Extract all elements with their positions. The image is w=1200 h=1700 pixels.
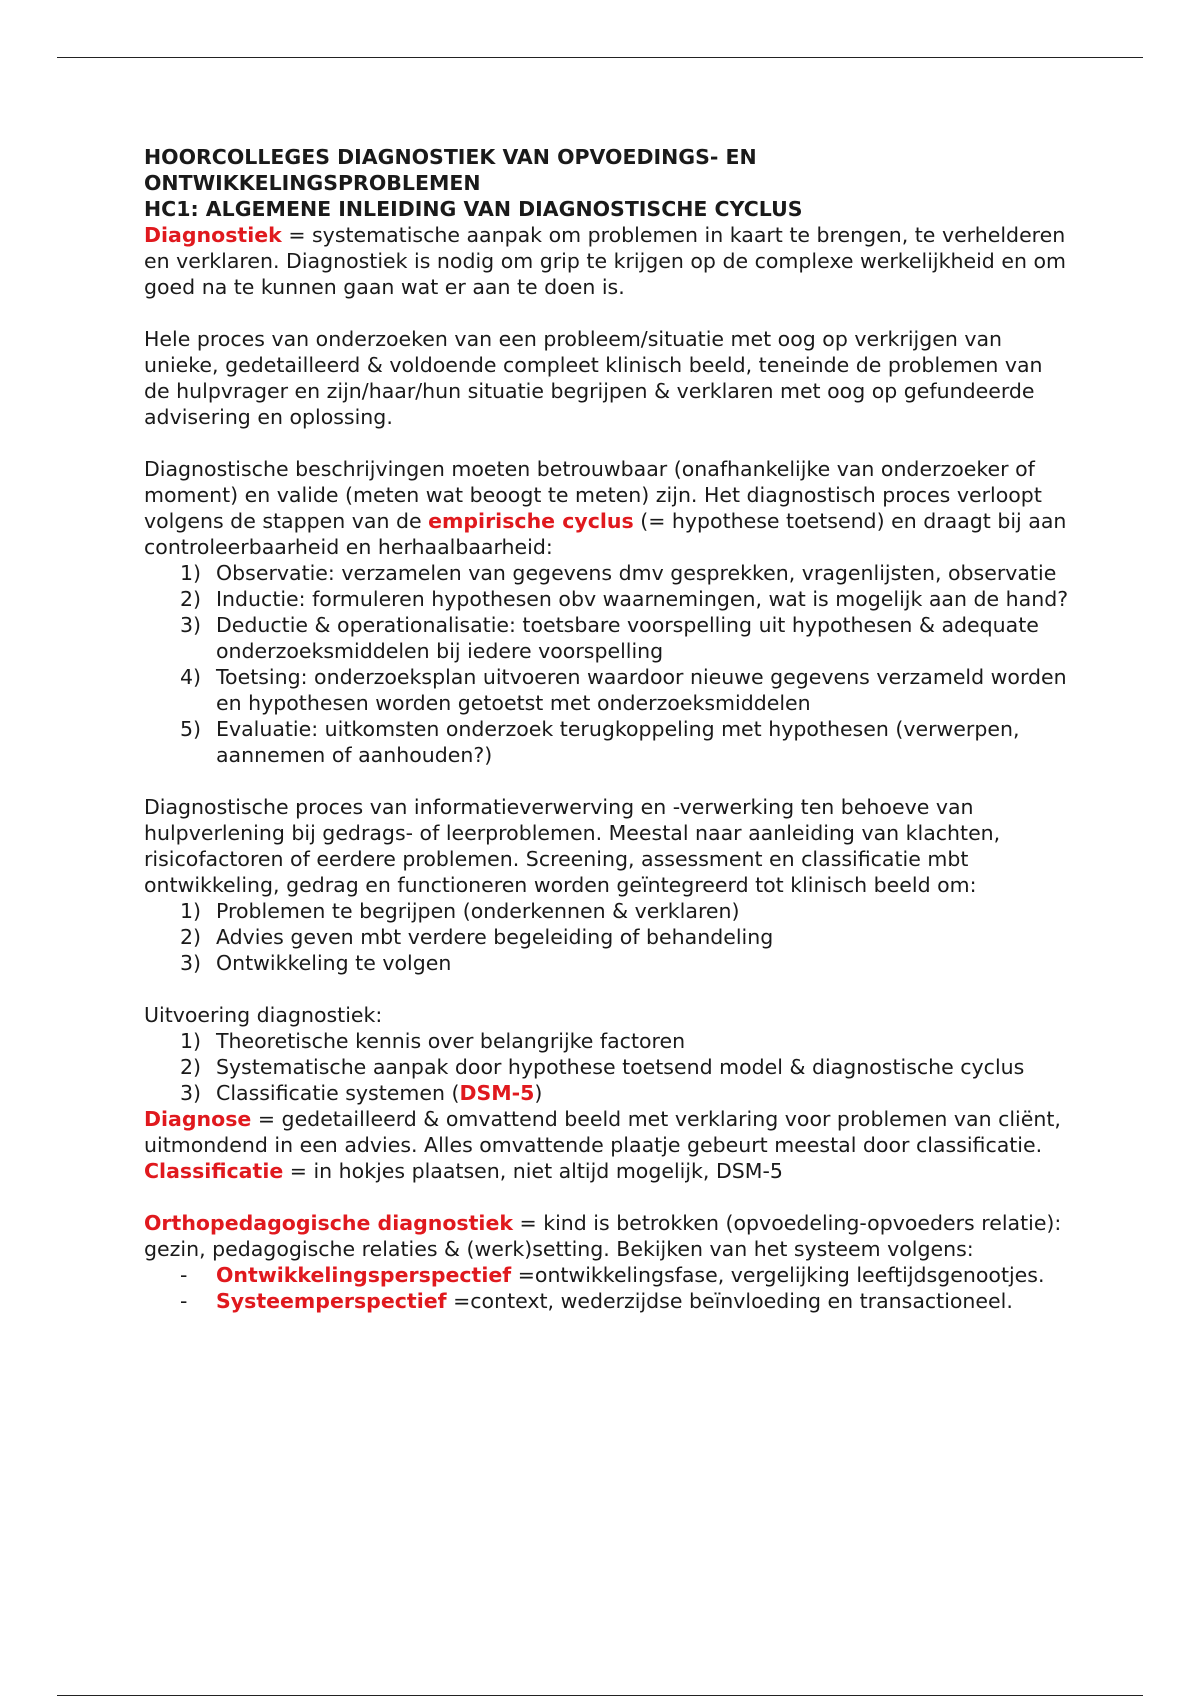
footer-rule xyxy=(57,1695,1143,1696)
term-diagnostiek: Diagnostiek xyxy=(144,223,282,247)
paragraph-uitvoering: Uitvoering diagnostiek: xyxy=(144,1003,383,1027)
paragraph-orthopedagogische: Orthopedagogische diagnostiek = kind is betrokken (opvoedeling-opvoeders relatie): gezin, pedagogische relaties & (werk)setting. Bekijken van het systeem volgens: xyxy=(144,1211,1062,1261)
paragraph-empirische-cyclus: Diagnostische beschrijvingen moeten betrouwbaar (onafhankelijke van onderzoeker of moment) en valide (meten wat beoogt te meten) zijn. Het diagnostisch proces verloopt volgens de stappen van de empirische cyclus (= hypothese toetsend) en draagt bij aan controleerbaarheid en herhaalbaarheid: xyxy=(144,457,1067,559)
term-classificatie: Classificatie xyxy=(144,1159,284,1183)
list-item: 2) Inductie: formuleren hypothesen obv waarnemingen, wat is mogelijk aan de hand? xyxy=(180,587,1069,611)
term-ontwikkelingsperspectief: Ontwikkelingsperspectief xyxy=(216,1263,512,1287)
list-item: - Systeemperspectief =context, wederzijdse beïnvloeding en transactioneel. xyxy=(180,1289,1013,1313)
list-item: 3) Classificatie systemen (DSM-5) xyxy=(180,1081,543,1105)
term-diagnose: Diagnose xyxy=(144,1107,252,1131)
list-item: 2) Advies geven mbt verdere begeleiding of behandeling xyxy=(180,925,774,949)
paragraph-hele-proces: Hele proces van onderzoeken van een probleem/situatie met oog op verkrijgen van unieke, gedetailleerd & voldoende compleet klinisch beeld, teneinde de problemen van de hulpvrager en zijn/haar/hun situatie begrijpen & verklaren met oog op gefundeerde advisering en oplossing. xyxy=(144,327,1043,429)
list-item: 1) Observatie: verzamelen van gegevens dmv gesprekken, vragenlijsten, observatie xyxy=(180,561,1057,585)
term-empirische-cyclus: empirische cyclus xyxy=(428,509,634,533)
list-item: 5) Evaluatie: uitkomsten onderzoek terugkoppeling met hypothesen (verwerpen, aannemen of aanhouden?) xyxy=(180,717,1020,767)
list-item: 4) Toetsing: onderzoeksplan uitvoeren waardoor nieuwe gegevens verzameld worden en hypothesen worden getoetst met onderzoeksmiddelen xyxy=(180,665,1067,715)
paragraph-diagnose: Diagnose = gedetailleerd & omvattend beeld met verklaring voor problemen van cliënt, uitmondend in een advies. Alles omvattende plaatje gebeurt meestal door classificatie. xyxy=(144,1107,1061,1157)
list-item: 3) Deductie & operationalisatie: toetsbare voorspelling uit hypothesen & adequate onderzoeksmiddelen bij iedere voorspelling xyxy=(180,613,1039,663)
list-item: 1) Problemen te begrijpen (onderkennen & verklaren) xyxy=(180,899,740,923)
paragraph-informatieverwerving: Diagnostische proces van informatieverwerving en -verwerking ten behoeve van hulpverlening bij gedrags- of leerproblemen. Meestal naar aanleiding van klachten, risicofactoren of eerdere problemen. Screening, assessment en classificatie mbt ontwikkeling, gedrag en functioneren worden geïntegreerd tot klinisch beeld om: xyxy=(144,795,1001,897)
execution-list xyxy=(144,1028,1074,1106)
header-rule xyxy=(57,57,1143,58)
document-page xyxy=(144,144,1074,1314)
list-item: 3) Ontwikkeling te volgen xyxy=(180,951,452,975)
paragraph-classificatie: Classificatie = in hokjes plaatsen, niet altijd mogelijk, DSM-5 xyxy=(144,1159,783,1183)
list-item: - Ontwikkelingsperspectief =ontwikkelingsfase, vergelijking leeftijdsgenootjes. xyxy=(180,1263,1045,1287)
perspectives-list xyxy=(144,1262,1074,1314)
list-item: 1) Theoretische kennis over belangrijke factoren xyxy=(180,1029,686,1053)
section-title-hc1: HC1: ALGEMENE INLEIDING VAN DIAGNOSTISCHE CYCLUS xyxy=(144,197,803,221)
list-item: 2) Systematische aanpak door hypothese toetsend model & diagnostische cyclus xyxy=(180,1055,1025,1079)
paragraph-diagnostiek: Diagnostiek = systematische aanpak om problemen in kaart te brengen, te verhelderen en verklaren. Diagnostiek is nodig om grip te krijgen op de complexe werkelijkheid en om goed na te kunnen gaan wat er aan te doen is. xyxy=(144,223,1066,299)
purpose-list xyxy=(144,898,1074,976)
term-dsm5: DSM-5 xyxy=(459,1081,535,1105)
document-title: HOORCOLLEGES DIAGNOSTIEK VAN OPVOEDINGS- EN ONTWIKKELINGSPROBLEMEN xyxy=(144,145,757,195)
cycle-steps-list xyxy=(144,560,1074,768)
term-systeemperspectief: Systeemperspectief xyxy=(216,1289,447,1313)
term-orthopedagogische-diagnostiek: Orthopedagogische diagnostiek xyxy=(144,1211,513,1235)
